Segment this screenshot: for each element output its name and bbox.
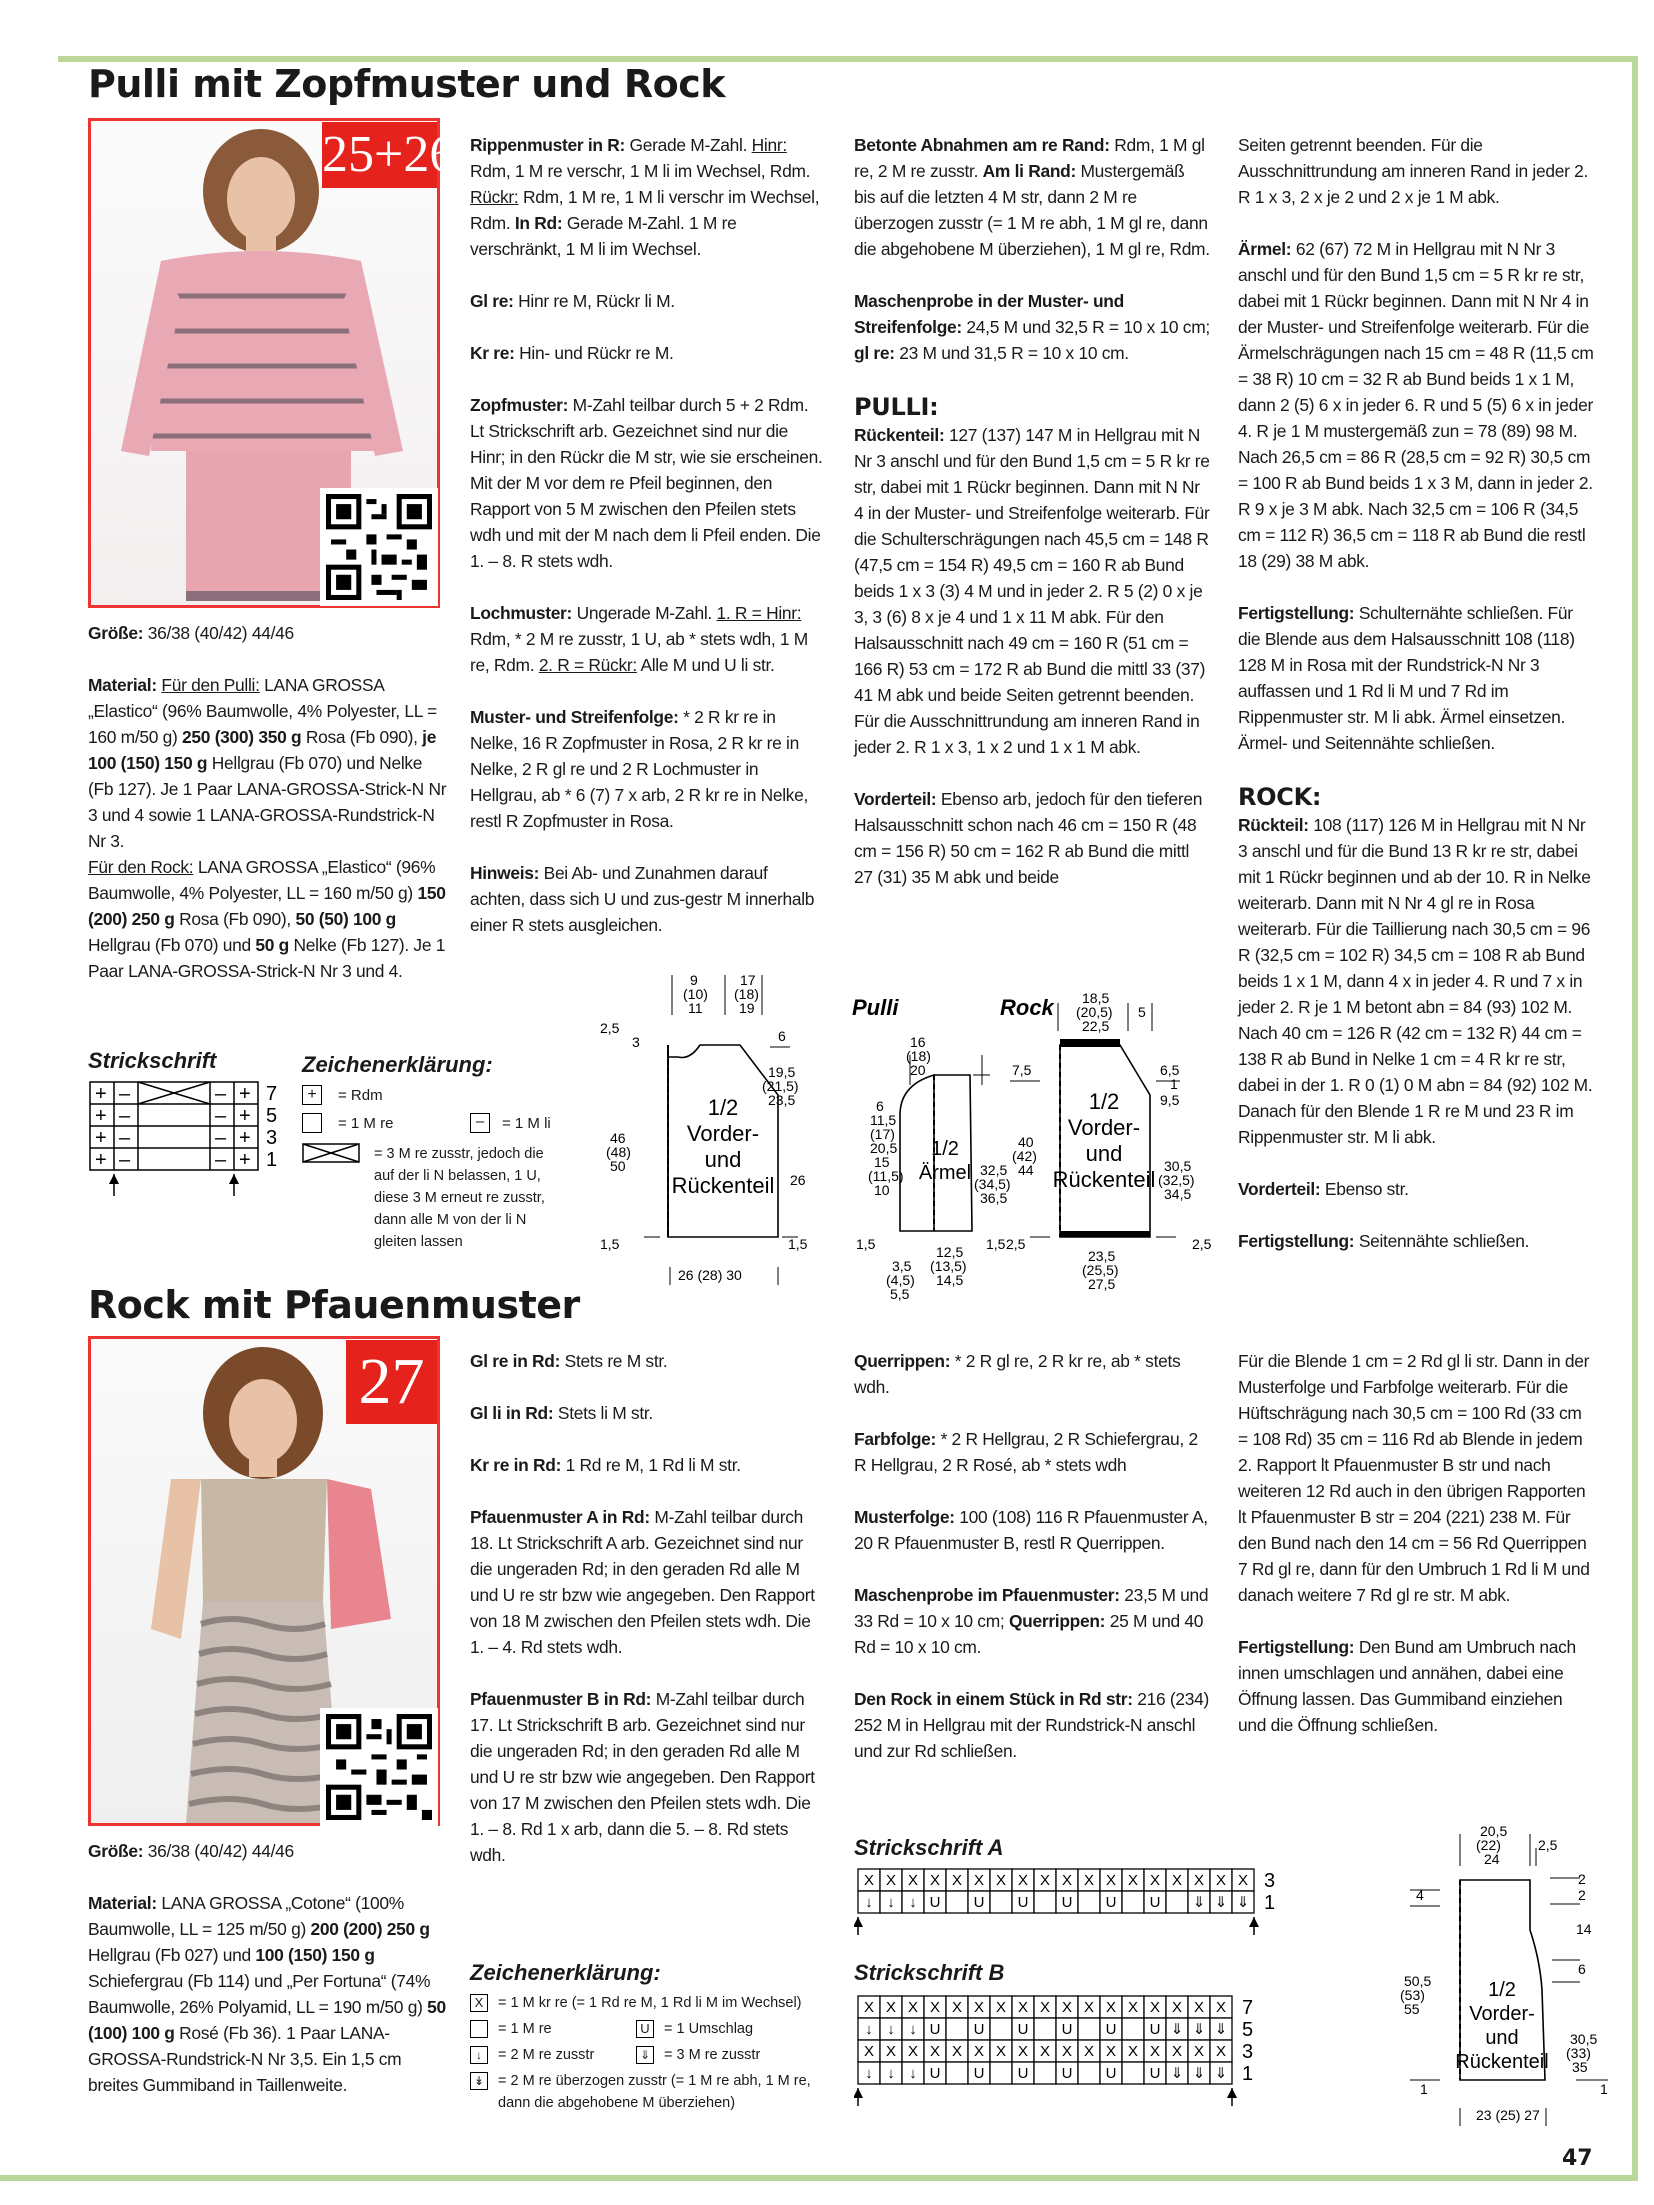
svg-text:–: – — [119, 1083, 131, 1105]
svg-text:(33): (33) — [1566, 2045, 1591, 2061]
chart-cell — [990, 2062, 1012, 2084]
chart-symbol: X — [1193, 2043, 1205, 2060]
svg-text:Ärmel: Ärmel — [918, 1162, 972, 1184]
svg-text:und: und — [1485, 2027, 1519, 2049]
legend-u: = 1 Umschlag — [664, 2021, 754, 2037]
chart-symbol: ⇓ — [1170, 2065, 1184, 2082]
chart-cell — [1078, 2062, 1100, 2084]
slip-decrease-icon: ↡ — [470, 2072, 488, 2090]
frame-right — [1632, 56, 1638, 2181]
chart-symbol: X — [1171, 2043, 1183, 2060]
svg-text:+: + — [95, 1105, 107, 1127]
chart-symbol: X — [885, 2043, 897, 2060]
svg-text:23 (25) 27: 23 (25) 27 — [1476, 2107, 1540, 2123]
chart-symbol: ⇓ — [1192, 2065, 1206, 2082]
chart-symbol: X — [1127, 1872, 1139, 1889]
chart-symbol: U — [1105, 1894, 1117, 1911]
qr-code-icon — [326, 1714, 432, 1820]
qr-code-icon — [326, 494, 432, 600]
svg-text:9: 9 — [690, 975, 698, 988]
svg-text:(18): (18) — [906, 1048, 931, 1064]
chart-symbol: ↓ — [909, 2065, 917, 2082]
chart-symbol: X — [973, 1999, 985, 2016]
chart-symbol: ⇓ — [1214, 2021, 1228, 2038]
section1-qr-code[interactable] — [320, 488, 438, 606]
chart-symbol: X — [951, 1872, 963, 1889]
pattern-chart-b — [854, 1992, 1314, 2122]
repeat-arrow-icon — [854, 2088, 863, 2098]
chart-symbol: X — [1017, 2043, 1029, 2060]
chart-symbol: U — [929, 2021, 941, 2038]
section2-qr-code[interactable] — [320, 1708, 438, 1826]
chart-symbol: X — [1215, 2043, 1227, 2060]
svg-text:3: 3 — [632, 1034, 640, 1050]
svg-text:4: 4 — [1416, 1887, 1424, 1903]
svg-text:–: – — [215, 1127, 227, 1149]
svg-text:1/2: 1/2 — [707, 1095, 739, 1120]
svg-text:11,5: 11,5 — [870, 1112, 897, 1128]
minus-symbol-icon: – — [470, 1113, 490, 1133]
svg-text:–: – — [215, 1105, 227, 1127]
chart-symbol: X — [907, 2043, 919, 2060]
empty-square-icon — [302, 1113, 322, 1133]
chart-cell — [1078, 1891, 1100, 1913]
chart-symbol: X — [1237, 1872, 1249, 1889]
svg-text:2,5: 2,5 — [600, 1020, 620, 1036]
chart-cell — [1122, 2062, 1144, 2084]
down-arrow-icon: ↓ — [470, 2046, 488, 2064]
svg-text:+: + — [239, 1149, 251, 1171]
svg-text:27,5: 27,5 — [1088, 1276, 1116, 1292]
svg-text:(13,5): (13,5) — [930, 1258, 967, 1274]
svg-text:26: 26 — [790, 1172, 806, 1188]
svg-text:44: 44 — [1018, 1162, 1034, 1178]
chart-symbol: U — [1149, 2065, 1161, 2082]
svg-text:1,5: 1,5 — [986, 1236, 1006, 1252]
svg-text:26 (28) 30: 26 (28) 30 — [678, 1267, 742, 1283]
svg-text:6: 6 — [778, 1028, 786, 1044]
plus-symbol-icon: + — [302, 1085, 322, 1105]
svg-text:15: 15 — [874, 1154, 890, 1170]
svg-text:+: + — [95, 1149, 107, 1171]
chart-symbol: ⇓ — [1192, 1894, 1206, 1911]
svg-text:+: + — [239, 1083, 251, 1105]
svg-text:23,5: 23,5 — [768, 1092, 796, 1108]
chart-symbol: ⇓ — [1214, 1894, 1228, 1911]
chart-cell — [1122, 2018, 1144, 2040]
svg-text:9,5: 9,5 — [1160, 1092, 1180, 1108]
chart-symbol: X — [1039, 1999, 1051, 2016]
svg-text:20: 20 — [910, 1062, 926, 1078]
svg-text:35: 35 — [1572, 2059, 1588, 2075]
cable-chart — [88, 1080, 288, 1200]
svg-text:1,5: 1,5 — [788, 1236, 808, 1252]
chart-symbol: X — [995, 1872, 1007, 1889]
chart-symbol: X — [929, 1999, 941, 2016]
size-value: 36/38 (40/42) 44/46 — [143, 1841, 294, 1861]
x-symbol-icon: X — [470, 1994, 488, 2012]
svg-text:(34,5): (34,5) — [974, 1176, 1011, 1192]
svg-text:46: 46 — [610, 1130, 626, 1146]
chart-symbol: X — [995, 1999, 1007, 2016]
strickschrift-b-label: Strickschrift B — [854, 1960, 1005, 1985]
svg-text:Vorder-: Vorder- — [1067, 1115, 1141, 1140]
chart-symbol: X — [1149, 1999, 1161, 2016]
chart-symbol: X — [1083, 2043, 1095, 2060]
chart-symbol: X — [1215, 1999, 1227, 2016]
chart-symbol: X — [1017, 1872, 1029, 1889]
section1-badge: 25+26 — [322, 122, 437, 188]
size-label: Größe: — [88, 623, 144, 643]
chart-symbol: X — [951, 2043, 963, 2060]
repeat-arrow-icon — [1249, 1917, 1259, 1927]
svg-text:1/2: 1/2 — [931, 1138, 959, 1160]
chart-symbol: X — [1149, 2043, 1161, 2060]
chart-symbol: ↓ — [909, 1894, 917, 1911]
svg-text:(17): (17) — [870, 1126, 895, 1142]
svg-text:(22): (22) — [1476, 1837, 1501, 1853]
legend-li: = 1 M li — [502, 1115, 551, 1132]
chart-row-label: 7 — [1242, 1997, 1254, 2019]
chart-symbol: X — [863, 2043, 875, 2060]
chart-symbol: X — [973, 1872, 985, 1889]
svg-text:50: 50 — [610, 1158, 626, 1174]
chart-symbol: X — [995, 2043, 1007, 2060]
section1-col2: Rippenmuster in R: Gerade M-Zahl. Hinr: Rdm, 1 M re verschr, 1 M li im Wechsel, Rdm. Rückr: Rdm, 1 M re, 1 M li verschr im Wechsel, Rdm. In Rd: Gerade M-Zahl. 1 M re verschränkt, 1 M li im Wechsel. Gl re: Hinr re M, Rückr li M. Kr re: Hin- und Rückr re M. Zopfmuster: M-Zahl teilbar durch 5 + 2 Rdm. Lt Strickschrift arb. Gezeichnet sind nur die Hinr; in den Rückr die M str, wie sie erscheinen. Mit der M vor dem re Pfeil beginnen, den Rapport von 5 M zwischen den Pfeilen stets wdh und mit der M nach dem li Pfeil enden. Die 1. – 8. R stets wdh. Lochmuster: Ungerade M-Zahl. 1. R = Hinr: Rdm, * 2 M re zusstr, 1 U, ab * stets wdh, 1 M re, Rdm. 2. R = Rückr: Alle M und U li str. Muster- und Streifenfolge: * 2 R kr re in Nelke, 16 R Zopfmuster in Rosa, 2 R kr re in Nelke, 2 R gl re und 2 R Lochmuster in Hellgrau, ab * 6 (7) 7 x arb, 2 R kr re in Nelke, restl R Zopfmuster in Rosa. Hinweis: Bei Ab- und Zunahmen darauf achten, dass sich U und zus-gestr M innerhalb einer R stets ausgleichen. — [470, 135, 823, 935]
svg-text:(48): (48) — [606, 1144, 631, 1160]
chart-symbol: U — [1105, 2065, 1117, 2082]
chart-symbol: ↓ — [865, 1894, 873, 1911]
chart-symbol: X — [1039, 2043, 1051, 2060]
chart-symbol: ↓ — [865, 2065, 873, 2082]
chart-row-label: 3 — [1242, 2041, 1254, 2063]
legend-down3: = 3 M re zusstr — [664, 2047, 761, 2063]
strickschrift-a-label: Strickschrift A — [854, 1835, 1004, 1860]
size-value: 36/38 (40/42) 44/46 — [143, 623, 294, 643]
page-number: 47 — [1562, 2146, 1593, 2171]
chart-cell — [1078, 2018, 1100, 2040]
legend-x: = 1 M kr re (= 1 Rd re M, 1 Rd li M im Wechsel) — [498, 1995, 802, 2011]
svg-text:2,5: 2,5 — [1538, 1837, 1558, 1853]
svg-text:20,5: 20,5 — [870, 1140, 898, 1156]
chart-symbol: X — [907, 1872, 919, 1889]
chart-symbol: U — [1061, 2065, 1073, 2082]
chart-symbol: X — [907, 1999, 919, 2016]
chart-symbol: ↓ — [865, 2021, 873, 2038]
chart-row-label: 1 — [1242, 2063, 1254, 2085]
svg-text:Rückenteil: Rückenteil — [1052, 1167, 1156, 1192]
legend-rdm: = Rdm — [338, 1087, 383, 1104]
chart-row-label: 1 — [1264, 1892, 1276, 1914]
chart-symbol: X — [1171, 1999, 1183, 2016]
repeat-arrow-icon — [854, 1917, 863, 1927]
chart-symbol: U — [929, 1894, 941, 1911]
chart-symbol: X — [863, 1872, 875, 1889]
section1-schematics — [600, 975, 1240, 1315]
chart-symbol: X — [1127, 1999, 1139, 2016]
section2-col1 — [88, 1838, 450, 2124]
section2-col2: Gl re in Rd: Stets re M str. Gl li in Rd: Stets li M str. Kr re in Rd: 1 Rd re M, 1 Rd li M str. Pfauenmuster A in Rd: M-Zahl teilbar durch 18. Lt Strickschrift A arb. Gezeichnet sind nur die ungeraden Rd; in den geraden Rd alle M und U re str bzw wie angegeben. Den Rapport von 18 M zwischen den Pfeilen stets wdh. Die 1. – 4. Rd stets wdh. Pfauenmuster B in Rd: M-Zahl teilbar durch 17. Lt Strickschrift B arb. Gezeichnet sind nur die ungeraden Rd; in den geraden Rd alle M und U re str bzw wie angegeben. Den Rapport von 17 M zwischen den Pfeilen stets wdh. Die 1. – 8. Rd 1 x arb, dann die 5. – 8. Rd stets wdh. — [470, 1351, 815, 1865]
chart-symbol: X — [1061, 1872, 1073, 1889]
chart-symbol: U — [1017, 2065, 1029, 2082]
svg-text:(21,5): (21,5) — [762, 1078, 799, 1094]
svg-text:1: 1 — [1600, 2081, 1608, 2097]
svg-text:–: – — [119, 1149, 131, 1171]
svg-text:24: 24 — [1484, 1851, 1500, 1867]
chart-symbol: U — [973, 2021, 985, 2038]
svg-text:6: 6 — [876, 1098, 884, 1114]
section1-col1 — [88, 620, 450, 1010]
svg-text:und: und — [1085, 1141, 1123, 1166]
chart-symbol: ⇓ — [1236, 1894, 1250, 1911]
chart-symbol: ↓ — [887, 2065, 895, 2082]
chart-symbol: U — [1105, 2021, 1117, 2038]
svg-text:Pulli: Pulli — [852, 995, 899, 1020]
svg-text:14: 14 — [1576, 1921, 1592, 1937]
svg-text:5: 5 — [1138, 1004, 1146, 1020]
chart-symbol: X — [973, 2043, 985, 2060]
chart-symbol: X — [1039, 1872, 1051, 1889]
repeat-arrow-icon — [1227, 2088, 1237, 2098]
cable-row-3: 3 — [266, 1127, 278, 1149]
legend-down: = 2 M re zusstr — [498, 2047, 595, 2063]
chart-symbol: X — [1105, 2043, 1117, 2060]
section1-col4: Seiten getrennt beenden. Für die Ausschnittrundung am inneren Rand in jeder 2. R 1 x 3, 2 x je 2 und 2 x je 1 M abk. Ärmel: 62 (67) 72 M in Hellgrau mit N Nr 3 anschl und für den Bund 1,5 cm = 5 R kr re str, dabei mit 1 Rückr beginnen. Dann mit N Nr 4 in der Muster- und Streifenfolge weiterarb. Für die Ärmelschrägungen nach 15 cm = 48 R (11,5 cm = 38 R) 10 cm = 32 R ab Bund beids 1 x 1 M, dann 2 (5) 6 x in jeder 6. R und 5 (5) 6 x in jeder 4. R je 1 M mustergemäß zun = 78 (89) 98 M. Nach 26,5 cm = 86 R (28,5 cm = 92 R) 30,5 cm = 100 R ab Bund beids 1 x 3 M, dann in jeder 2. R 9 x je 3 M abk. Nach 32,5 cm = 106 R (34,5 cm = 112 R) 36,5 cm = 118 R ab Bund die restl 18 (29) 38 M abk. Fertigstellung: Schulternähte schließen. Für die Blende aus dem Halsausschnitt 108 (118) 128 M in Rosa mit der Rundstrick-N Nr 3 auffassen und 1 Rd li M und 7 Rd im Rippenmuster str. M li abk. Ärmel einsetzen. Ärmel- und Seitennähte schließen. ROCK: Rückteil: 108 (117) 126 M in Hellgrau mit N Nr 3 anschl und für die Bund 13 R kr re str, dabei mit 1 Rückr beginnen und ab der 10. R in Nelke weiterarb. Dann mit N Nr 4 gl re in Rosa weiterarb. Für die Taillierung nach 30,5 cm = 96 R (32,5 cm = 102 R) 34,5 cm = 108 R ab Bund beids 1 x 1 M, dann 4 x in jeder 4. R und 7 x in jeder 2. R je 1 M betont abn = 84 (93) 102 M. Nach 40 cm = 126 R (42 cm = 132 R) 44 cm = 138 R ab Bund in Nelke 1 cm = 4 R kr re str, dabei in der 1. R 0 (1) 0 M abn = 84 (92) 102 M. Danach für den Blende 1 R re M und 23 R im Rippenmuster str. M li abk. Vorderteil: Ebenso str. Fertigstellung: Seitennähte schließen. — [1238, 135, 1594, 1251]
svg-text:19,5: 19,5 — [768, 1064, 796, 1080]
u-symbol-icon: U — [636, 2020, 654, 2038]
chart-symbol: X — [929, 2043, 941, 2060]
svg-text:16: 16 — [910, 1034, 926, 1050]
svg-text:32,5: 32,5 — [980, 1162, 1008, 1178]
chart-symbol: X — [885, 1872, 897, 1889]
chart-symbol: ↓ — [909, 2021, 917, 2038]
svg-text:Rückenteil: Rückenteil — [671, 1173, 775, 1198]
chart-cell — [1166, 1891, 1188, 1913]
svg-text:Rückenteil: Rückenteil — [1455, 2051, 1549, 2073]
chart-symbol: X — [1215, 1872, 1227, 1889]
chart-symbol: X — [1083, 1872, 1095, 1889]
legend-empty: = 1 M re — [498, 2021, 552, 2037]
chart-cell — [990, 2018, 1012, 2040]
section1-material: Material: Für den Pulli: LANA GROSSA „Elastico“ (96% Baumwolle, 4% Polyester, LL = 160 m/50 g) 250 (300) 350 g Rosa (Fb 090), je 100 (150) 150 g Hellgrau (Fb 070) und Nelke (Fb 127). Je 1 Paar LANA-GROSSA-Strick-N Nr 3 und 4 sowie 1 LANA-GROSSA-Rundstrick-N Nr 3. Für den Rock: LANA GROSSA „Elastico“ (96% Baumwolle, 4% Polyester, LL = 160 m/50 g) 150 (200) 250 g Rosa (Fb 090), 50 (50) 100 g Hellgrau (Fb 070) und 50 g Nelke (Fb 127). Je 1 Paar LANA-GROSSA-Strick-N Nr 3 und 4. — [88, 675, 447, 981]
svg-text:23,5: 23,5 — [1088, 1248, 1116, 1264]
svg-text:55: 55 — [1404, 2001, 1420, 2017]
svg-text:30,5: 30,5 — [1164, 1158, 1192, 1174]
chart-symbol: X — [1193, 1999, 1205, 2016]
chart-symbol: X — [1061, 1999, 1073, 2016]
svg-text:und: und — [704, 1147, 742, 1172]
svg-text:Vorder-: Vorder- — [686, 1121, 760, 1146]
chart-symbol: X — [1149, 1872, 1161, 1889]
legend-re: = 1 M re — [338, 1115, 394, 1132]
svg-text:1,5: 1,5 — [600, 1236, 620, 1252]
svg-text:(20,5): (20,5) — [1076, 1004, 1113, 1020]
cable-row-1: 1 — [266, 1149, 278, 1171]
svg-text:1: 1 — [1170, 1076, 1178, 1092]
svg-text:(18): (18) — [734, 986, 759, 1002]
svg-text:20,5: 20,5 — [1480, 1823, 1508, 1839]
svg-text:10: 10 — [874, 1182, 890, 1198]
chart-cell — [1034, 2018, 1056, 2040]
chart-symbol: ↓ — [887, 1894, 895, 1911]
svg-text:–: – — [215, 1149, 227, 1171]
chart-symbol: U — [973, 2065, 985, 2082]
svg-text:–: – — [119, 1105, 131, 1127]
svg-text:+: + — [95, 1083, 107, 1105]
section1-col3: Betonte Abnahmen am re Rand: Rdm, 1 M gl re, 2 M re zusstr. Am li Rand: Mustergemäß bis auf die letzten 4 M str, dann 2 M re überzogen zusstr (= 1 M re abh, 1 M gl re, dann die abgehobene M überziehen), 1 M gl re, Rdm. Maschenprobe in der Muster- und Streifenfolge: 24,5 M und 32,5 R = 10 x 10 cm; gl re: 23 M und 31,5 R = 10 x 10 cm. PULLI: Rückenteil: 127 (137) 147 M in Hellgrau mit N Nr 3 anschl und für den Bund 1,5 cm = 5 R kr re str, dabei mit 1 Rückr beginnen. Dann mit N Nr 4 in der Muster- und Streifenfolge weiterarb. Für die Schulterschrägungen nach 45,5 cm = 148 R (47,5 cm = 154 R) 49,5 cm = 160 R ab Bund beids 1 x 3 (3) 4 M und in jeder 2. R 5 (2) 0 x je 3, 3 (6) 8 x je 4 und 1 x 11 M abk. Für den Halsausschnitt nach 49 cm = 160 R (51 cm = 166 R) 53 cm = 172 R ab Bund die mittl 33 (37) 41 M abk und beide Seiten getrennt beenden. Für die Ausschnittrundung am inneren Rand in jeder 2. R 1 x 3, 1 x 2 und 1 x 1 M abk. Vorderteil: Ebenso arb, jedoch für den tieferen Halsausschnitt schon nach 46 cm = 150 R (48 cm = 156 R) 50 cm = 162 R ab Bund die mittl 27 (31) 35 M abk und beide — [854, 135, 1210, 887]
svg-text:(11,5): (11,5) — [868, 1168, 904, 1184]
chart-symbol: X — [1171, 1872, 1183, 1889]
chart-cell — [946, 1891, 968, 1913]
svg-text:–: – — [215, 1083, 227, 1105]
section2-title: Rock mit Pfauenmuster — [88, 1283, 580, 1327]
svg-text:50,5: 50,5 — [1404, 1973, 1432, 1989]
svg-text:(25,5): (25,5) — [1082, 1262, 1119, 1278]
svg-text:Rock: Rock — [1000, 995, 1054, 1020]
zeichen-label: Zeichenerklärung: — [302, 1052, 493, 1077]
svg-text:(32,5): (32,5) — [1158, 1172, 1195, 1188]
section2-material: Material: LANA GROSSA „Cotone“ (100% Baumwolle, LL = 125 m/50 g) 200 (200) 250 g Hellgrau (Fb 027) und 100 (150) 150 g Schiefergrau (Fb 114) und „Per Fortuna“ (74% Baumwolle, 26% Polyamid, LL = 190 m/50 g) 50 (100) 100 g Rosé (Fb 36). 1 Paar LANA-GROSSA-Rundstrick-N Nr 3,5. Ein 1,5 cm breites Gummiband in Taillenweite. — [88, 1893, 446, 2095]
svg-text:1/2: 1/2 — [1488, 1979, 1516, 2001]
chart-cell — [990, 1891, 1012, 1913]
svg-text:(53): (53) — [1400, 1987, 1425, 2003]
chart-row-label: 3 — [1264, 1870, 1276, 1892]
svg-text:1: 1 — [1420, 2081, 1428, 2097]
svg-text:2,5: 2,5 — [1192, 1236, 1212, 1252]
svg-text:11: 11 — [688, 1000, 703, 1016]
empty-square-icon — [470, 2020, 488, 2038]
chart-cell — [946, 2062, 968, 2084]
chart-symbol: ⇓ — [1214, 2065, 1228, 2082]
chart-symbol: X — [863, 1999, 875, 2016]
chart-symbol: U — [1149, 1894, 1161, 1911]
svg-text:30,5: 30,5 — [1570, 2031, 1598, 2047]
chart-cell — [1034, 2062, 1056, 2084]
legend-over: = 2 M re überzogen zusstr (= 1 M re abh, 1 M re, dann die abgehobene M überziehen) — [498, 2073, 811, 2111]
chart-symbol: X — [1017, 1999, 1029, 2016]
svg-text:18,5: 18,5 — [1082, 990, 1110, 1006]
section2-schematic — [1380, 1820, 1620, 2140]
svg-text:36,5: 36,5 — [980, 1190, 1008, 1206]
svg-text:1/2: 1/2 — [1088, 1089, 1120, 1114]
chart-symbol: U — [1017, 1894, 1029, 1911]
svg-text:12,5: 12,5 — [936, 1244, 964, 1260]
svg-text:34,5: 34,5 — [1164, 1186, 1192, 1202]
chart-symbol: X — [929, 1872, 941, 1889]
chart-row-label: 5 — [1242, 2019, 1254, 2041]
svg-text:(10): (10) — [683, 986, 708, 1002]
chart-symbol: X — [1083, 1999, 1095, 2016]
cross-cable-icon — [302, 1143, 362, 1165]
svg-text:(4,5): (4,5) — [886, 1272, 915, 1288]
pattern-chart-a — [854, 1865, 1314, 1955]
zeichen-label-2: Zeichenerklärung: — [470, 1960, 661, 1985]
svg-text:7,5: 7,5 — [1012, 1062, 1032, 1078]
cable-row-5: 5 — [266, 1105, 278, 1127]
chart-symbol: U — [1061, 2021, 1073, 2038]
svg-text:6: 6 — [1578, 1961, 1586, 1977]
svg-text:+: + — [239, 1105, 251, 1127]
chart-symbol: X — [885, 1999, 897, 2016]
svg-text:2: 2 — [1578, 1871, 1586, 1887]
chart-symbol: U — [929, 2065, 941, 2082]
svg-text:6,5: 6,5 — [1160, 1062, 1180, 1078]
svg-text:17: 17 — [740, 975, 756, 988]
chart-symbol: ⇓ — [1170, 2021, 1184, 2038]
triple-decrease-icon: ⇓ — [636, 2046, 654, 2064]
chart-symbol: X — [1127, 2043, 1139, 2060]
svg-text:14,5: 14,5 — [936, 1272, 964, 1288]
chart-symbol: X — [1193, 1872, 1205, 1889]
frame-bottom — [0, 2175, 1638, 2181]
size-label: Größe: — [88, 1841, 144, 1861]
legend-cross: = 3 M re zusstr, jedoch die auf der li N belassen, 1 U, diese 3 M erneut re zusstr, dann alle M von der li N gleiten lassen — [374, 1146, 545, 1250]
svg-text:(42): (42) — [1012, 1148, 1037, 1164]
chart-cell — [1034, 1891, 1056, 1913]
svg-text:40: 40 — [1018, 1134, 1034, 1150]
svg-text:5,5: 5,5 — [890, 1286, 910, 1302]
svg-text:2,5: 2,5 — [1006, 1236, 1026, 1252]
chart-symbol: X — [1105, 1872, 1117, 1889]
chart-cell — [946, 2018, 968, 2040]
cable-row-7: 7 — [266, 1083, 278, 1105]
svg-text:1,5: 1,5 — [856, 1236, 876, 1252]
strickschrift-label: Strickschrift — [88, 1048, 217, 1073]
chart-symbol: U — [1061, 1894, 1073, 1911]
chart-symbol: X — [1105, 1999, 1117, 2016]
chart-symbol: X — [951, 1999, 963, 2016]
section1-title: Pulli mit Zopfmuster und Rock — [88, 62, 725, 106]
svg-text:19: 19 — [739, 1000, 755, 1016]
svg-text:22,5: 22,5 — [1082, 1018, 1110, 1034]
chart-symbol: U — [1149, 2021, 1161, 2038]
svg-text:+: + — [239, 1127, 251, 1149]
svg-text:–: – — [119, 1127, 131, 1149]
chart-symbol: U — [1017, 2021, 1029, 2038]
chart-symbol: X — [1061, 2043, 1073, 2060]
svg-text:3,5: 3,5 — [892, 1258, 912, 1274]
svg-text:Vorder-: Vorder- — [1469, 2003, 1535, 2025]
section2-col4: Für die Blende 1 cm = 2 Rd gl li str. Dann in der Musterfolge und Farbfolge weiterarb. Für die Hüftschrägung nach 30,5 cm = 100 Rd (33 cm = 108 Rd) 35 cm = 116 Rd ab Blende in jedem 2. Rapport lt Pfauenmuster B str und nach weiteren 12 Rd auch in den übrigen Rapporten lt Pfauenmuster B str = 204 (221) 238 M. Für den Bund nach den 14 cm = 56 Rd Querrippen 7 Rd gl re, dann für den Umbruch 1 Rd li M und danach weitere 7 Rd gl re str. M abk. Fertigstellung: Den Bund am Umbruch nach innen umschlagen und annähen, dabei eine Öffnung lassen. Das Gummiband einziehen und die Öffnung schließen. — [1238, 1351, 1590, 1735]
svg-text:2: 2 — [1578, 1887, 1586, 1903]
chart-cell — [1122, 1891, 1144, 1913]
chart-symbol: ↓ — [887, 2021, 895, 2038]
section2-col3: Querrippen: * 2 R gl re, 2 R kr re, ab * stets wdh. Farbfolge: * 2 R Hellgrau, 2 R Schiefergrau, 2 R Hellgrau, 2 R Rosé, ab * stets wdh Musterfolge: 100 (108) 116 R Pfauenmuster A, 20 R Pfauenmuster B, restl R Querrippen. Maschenprobe im Pfauenmuster: 23,5 M und 33 Rd = 10 x 10 cm; Querrippen: 25 M und 40 Rd = 10 x 10 cm. Den Rock in einem Stück in Rd str: 216 (234) 252 M in Hellgrau mit der Rundstrick-N anschl und zur Rd schließen. — [854, 1351, 1210, 1761]
svg-text:+: + — [95, 1127, 107, 1149]
chart-symbol: U — [973, 1894, 985, 1911]
chart-symbol: ⇓ — [1192, 2021, 1206, 2038]
section2-badge: 27 — [346, 1340, 437, 1424]
